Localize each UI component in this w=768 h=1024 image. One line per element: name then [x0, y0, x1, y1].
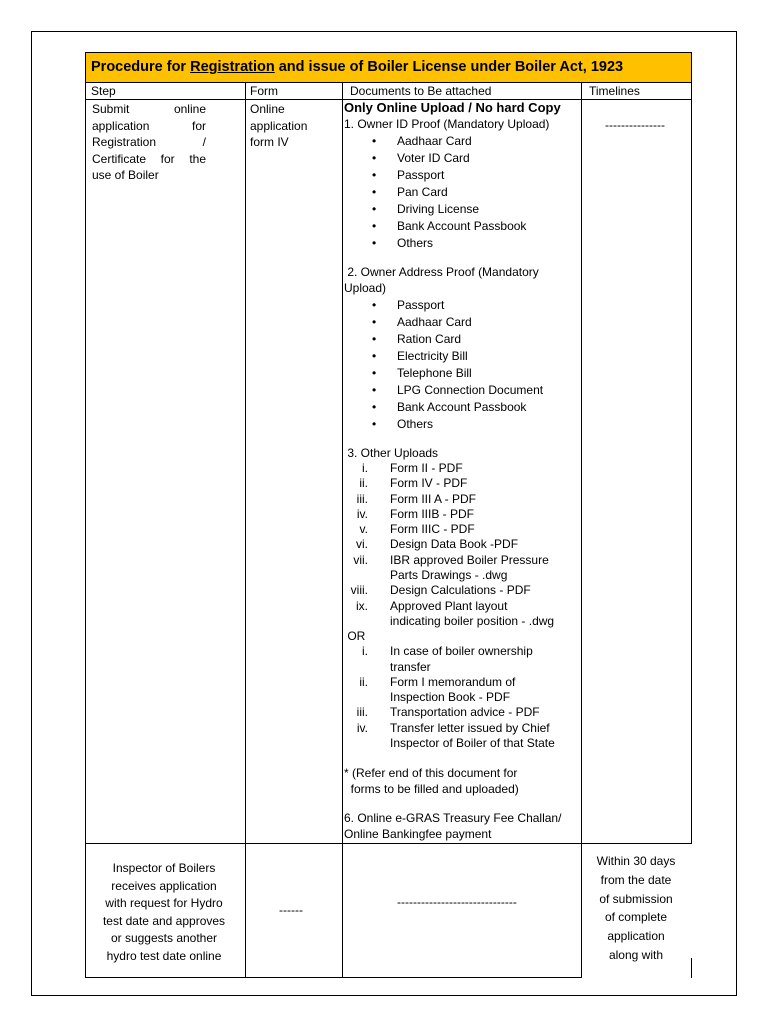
- fee-payment-line: 6. Online e-GRAS Treasury Fee Challan/: [344, 811, 562, 826]
- list-item: iv. Form IIIB - PDF: [356, 506, 474, 521]
- table-bottom-line: [85, 977, 582, 978]
- list-item: v. Form IIIC - PDF: [359, 522, 475, 537]
- owner-id-list: [344, 133, 584, 252]
- list-item: ii. Form IV - PDF: [359, 476, 468, 491]
- list-item: iii. Transportation advice - PDF: [356, 705, 540, 720]
- owner-address-title: 2. Owner Address Proof (Mandatory: [344, 264, 539, 279]
- list-item: • Bank Account Passbook: [344, 218, 584, 235]
- list-item: iii. Form III A - PDF: [356, 491, 477, 506]
- page-title: Procedure for Registration and issue of Boiler License under Boiler Act, 1923: [85, 52, 692, 83]
- list-item: • Ration Card: [344, 331, 584, 348]
- table-border-right: [691, 83, 692, 843]
- list-item: • Aadhaar Card: [344, 133, 584, 150]
- table-border-right-lower: [691, 958, 692, 978]
- header-step: Step: [91, 84, 116, 98]
- header-documents: Documents to Be attached: [350, 84, 492, 98]
- title-underlined-word: Registration: [190, 59, 275, 75]
- row2-timeline: Within 30 days from the date of submission of complete application along with: [596, 854, 676, 962]
- list-item: • Bank Account Passbook: [344, 399, 584, 416]
- other-uploads-title: 3. Other Uploads: [344, 445, 439, 460]
- list-item: • Electricity Bill: [344, 348, 584, 365]
- header-timelines: Timelines: [589, 84, 640, 98]
- list-item: ii. Form I memorandum of Inspection Book - PDF: [359, 674, 516, 705]
- docs-heading: Only Online Upload / No hard Copy: [344, 100, 561, 115]
- row2-form: ------: [279, 903, 303, 917]
- list-item: • Voter ID Card: [344, 150, 584, 167]
- row1-bottom-line: [85, 843, 692, 844]
- row1-documents: Only Online Upload / No hard Copy 1. Owner ID Proof (Mandatory Upload) • Aadhaar Card • Voter ID Card • Passport • Pan Card • Driving License • Bank Account Passbook • Others 2. Owner Address Proof (Mandatory Upload) • Passport • Aadhaar Card • Ration Card • Electricity Bill • Telephone Bill • LPG Connection Document • Bank Account Passbook • Others 3. Other Uploads i. Form II - PDF ii. Form IV - PDF iii. Form III A - PDF iv. Form IIIB - PDF v. Form IIIC - PDF vi. Design Data Book -PDF vii. IBR approved Boiler Pressure Parts Drawings - .dwg viii. Design Calculations - PDF ix. Approved Plant layout indicating boiler position - .dwg OR i. In case of boiler ownership transfer ii. Form I memorandum of Inspection Book - PDF iii. Transportation advice - PDF iv. Transfer letter issued by Chief Inspector of Boiler of that State * (Refer end of this document for forms to be filled and uploaded) 6. Online e-GRAS Treasury Fee Challan/ Online Bankingfee payment: [344, 100, 584, 842]
- owner-address-list: [344, 297, 584, 433]
- list-item: i. In case of boiler ownership transfer: [362, 644, 533, 674]
- list-item: vi. Design Data Book -PDF: [356, 537, 519, 552]
- refer-note: * (Refer end of this document for: [344, 766, 518, 781]
- row1-step: Submit online application for Registration / Certificate for the use of Boiler: [92, 102, 206, 182]
- row1-form: Online application form IV: [250, 102, 308, 149]
- list-item: • LPG Connection Document: [344, 382, 584, 399]
- row2-documents: ------------------------------: [397, 895, 517, 909]
- list-item: • Others: [344, 416, 584, 433]
- other-uploads-list: [344, 461, 584, 629]
- list-item: ix. Approved Plant layout indicating boiler position - .dwg: [356, 598, 555, 628]
- list-item: • Driving License: [344, 201, 584, 218]
- list-item: • Telephone Bill: [344, 365, 584, 382]
- list-item: • Passport: [344, 167, 584, 184]
- list-item: • Aadhaar Card: [344, 314, 584, 331]
- row1-timeline: ---------------: [605, 118, 665, 132]
- list-item: i. Form II - PDF: [362, 461, 463, 475]
- list-item: iv. Transfer letter issued by Chief Inspector of Boiler of that State: [356, 720, 555, 751]
- list-item: • Others: [344, 235, 584, 252]
- header-form: Form: [250, 84, 278, 98]
- row2-step: Inspector of Boilers receives application with request for Hydro test date and approves or suggests another hydro test date online: [102, 861, 226, 963]
- owner-id-title: 1. Owner ID Proof (Mandatory Upload): [344, 117, 550, 131]
- list-item: viii. Design Calculations - PDF: [350, 583, 531, 598]
- list-item: • Passport: [344, 297, 584, 314]
- or-label: OR: [344, 629, 366, 644]
- transfer-uploads-list: [344, 644, 584, 751]
- list-item: • Pan Card: [344, 184, 584, 201]
- list-item: vii. IBR approved Boiler Pressure Parts Drawings - .dwg: [353, 552, 549, 583]
